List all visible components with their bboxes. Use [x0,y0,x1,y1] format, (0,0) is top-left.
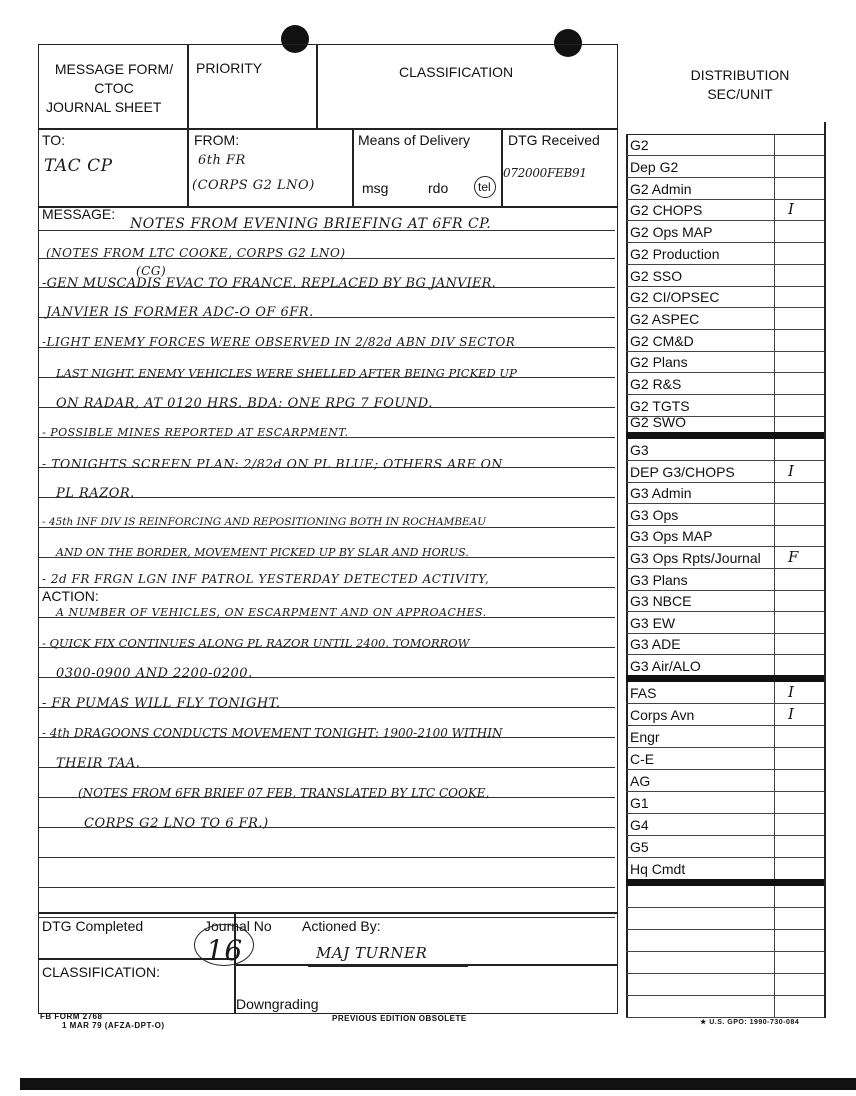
dist-unit-name: G2 SSO [630,268,683,284]
dist-mark: F [788,548,799,566]
message-line-15: - QUICK FIX CONTINUES ALONG PL RAZOR UNTIL 2400. TOMORROW [42,636,470,650]
dist-unit-name: G2 SWO [630,414,687,430]
dist-unit-name: G3 Air/ALO [630,658,701,674]
message-line-14: A NUMBER OF VEHICLES, ON ESCARPMENT AND ON APPROACHES. [56,606,487,619]
means-msg: msg [362,180,389,196]
dist-row [626,178,824,200]
means-rdo: rdo [428,180,449,196]
dist-unit-name: G2 Production [630,246,720,262]
dist-unit-name: G3 EW [630,615,676,631]
form-title-line1: MESSAGE FORM/ [54,61,174,77]
distribution-title-line2: SEC/UNIT [707,86,773,102]
downgrading-label: Downgrading [236,996,319,1012]
dist-unit-name: G3 Ops [630,507,679,523]
dist-row [626,704,824,726]
message-line-21: CORPS G2 LNO TO 6 FR.) [84,816,269,831]
dist-unit-name: G2 R&S [630,376,682,392]
dist-unit-name: G5 [630,839,649,855]
form-title-line3: JOURNAL SHEET [46,99,162,115]
dist-unit-name: G2 Admin [630,181,692,197]
message-line-18: - 4th DRAGOONS CONDUCTS MOVEMENT TONIGHT: 1900-2100 WITHIN [42,726,503,740]
dist-unit-name: AG [630,773,651,789]
dist-unit-name: G4 [630,817,649,833]
message-line-20: (NOTES FROM 6FR BRIEF 07 FEB, TRANSLATED BY LTC COOKE, [78,786,490,800]
message-line-9: - TONIGHTS SCREEN PLAN: 2/82d ON PL BLUE; OTHERS ARE ON [42,456,503,471]
dist-unit-name: G2 Ops MAP [630,224,713,240]
distribution-blank-rows [626,886,824,1018]
dist-unit-name: G3 Admin [630,485,692,501]
dist-row [626,569,824,591]
dist-row [626,330,824,352]
message-line-1: NOTES FROM EVENING BRIEFING AT 6FR CP. [130,216,492,232]
dtg-completed-label: DTG Completed [42,918,144,934]
dist-row [626,286,824,308]
dist-row [626,351,824,373]
priority-label: PRIORITY [196,60,263,76]
distribution-group-g3 [626,439,824,679]
actioned-by-value: MAJ TURNER [316,944,428,962]
dist-unit-name: G2 CHOPS [630,202,703,218]
dist-unit-name: G3 NBCE [630,593,692,609]
message-label: MESSAGE: [42,206,116,222]
message-line-4: JANVIER IS FORMER ADC-O OF 6FR. [46,305,314,320]
form-date: 1 MAR 79 (AFZA-DPT-O) [62,1021,165,1030]
message-line-17: - FR PUMAS WILL FLY TONIGHT. [42,696,281,711]
dist-unit-name: G1 [630,795,649,811]
dist-row [626,858,824,880]
message-line-11: - 45th INF DIV IS REINFORCING AND REPOSITIONING BOTH IN ROCHAMBEAU [42,516,487,528]
dist-row [626,547,824,569]
distribution-title-line1: DISTRIBUTION [690,67,790,83]
distribution-group-other [626,682,824,882]
distribution-title [680,66,800,104]
dist-row [626,373,824,395]
to-value: TAC CP [44,156,113,176]
dist-row [626,525,824,547]
distribution-separator [626,879,824,886]
dist-row [626,413,824,433]
journal-no-value: 16 [206,934,243,967]
dist-mark: I [788,683,794,701]
dist-unit-name: DEP G3/CHOPS [630,464,735,480]
edition-note: PREVIOUS EDITION OBSOLETE [332,1014,467,1023]
form-id: FB FORM 2768 [40,1012,103,1021]
dist-unit-name: G2 Plans [630,354,688,370]
dist-row [626,156,824,178]
dist-row [626,633,824,655]
from-label: FROM: [194,132,240,148]
distribution-separator [626,675,824,682]
dist-unit-name: G2 CM&D [630,333,694,349]
dist-row [626,482,824,504]
dist-unit-name: G3 ADE [630,636,681,652]
dist-row [626,726,824,748]
message-line-8: - POSSIBLE MINES REPORTED AT ESCARPMENT. [42,426,349,439]
dtg-received-value: 072000FEB91 [503,166,587,180]
dist-unit-name: G3 Ops Rpts/Journal [630,550,761,566]
message-line-19: THEIR TAA. [56,756,141,771]
message-line-7: ON RADAR, AT 0120 HRS. BDA: ONE RPG 7 FOUND. [56,396,433,411]
classification-label: CLASSIFICATION [399,64,514,80]
dist-row [626,748,824,770]
message-line-12: AND ON THE BORDER, MOVEMENT PICKED UP BY SLAR AND HORUS. [56,546,469,559]
dist-unit-name: Dep G2 [630,159,679,175]
actioned-by-label: Actioned By: [302,918,381,934]
from-value-line1: 6th FR [198,153,246,168]
dist-row [626,221,824,243]
dist-unit-name: G3 [630,442,649,458]
dist-unit-name: G2 ASPEC [630,311,700,327]
dist-row [626,243,824,265]
dist-row [626,134,824,156]
dist-mark: I [788,462,794,480]
dist-row [626,655,824,677]
dist-unit-name: Hq Cmdt [630,861,686,877]
dist-row [626,439,824,461]
message-line-5: -LIGHT ENEMY FORCES WERE OBSERVED IN 2/82d ABN DIV SECTOR [42,335,516,349]
message-line-10: PL RAZOR. [56,486,135,501]
form-title-line2: CTOC [94,80,134,96]
dist-unit-name: Corps Avn [630,707,695,723]
action-label: ACTION: [42,588,99,604]
message-line-3: -GEN MUSCADIS EVAC TO FRANCE. REPLACED BY BG JANVIER. [42,276,496,291]
dist-unit-name: Engr [630,729,660,745]
dist-unit-name: FAS [630,685,657,701]
dist-row [626,590,824,612]
journal-no-label: Journal No [204,918,272,934]
dist-row [626,504,824,526]
dist-unit-name: G3 Ops MAP [630,528,713,544]
form-title [46,60,182,117]
annotation-cg: (CG) [136,264,167,278]
dist-unit-name: G2 CI/OPSEC [630,289,720,305]
distribution-panel [626,134,826,1018]
dist-unit-name: G2 [630,137,649,153]
to-label: TO: [42,132,66,148]
dist-unit-name: G3 Plans [630,572,688,588]
dist-row [626,461,824,483]
from-value-line2: (CORPS G2 LNO) [192,178,315,193]
message-line-2: (NOTES FROM LTC COOKE, CORPS G2 LNO) [46,246,346,260]
scan-edge [20,1078,856,1090]
distribution-separator [626,432,824,439]
message-line-6: LAST NIGHT. ENEMY VEHICLES WERE SHELLED AFTER BEING PICKED UP [56,366,517,380]
dist-row [626,612,824,634]
dist-row [626,199,824,221]
classification-bottom-label: CLASSIFICATION: [42,964,160,980]
message-line-16: 0300-0900 AND 2200-0200. [56,666,253,681]
dist-unit-name: G2 TGTS [630,398,690,414]
dist-row [626,682,824,704]
dist-unit-name: C-E [630,751,655,767]
dist-row [626,308,824,330]
means-of-delivery-label: Means of Delivery [358,132,471,148]
means-tel: tel [478,180,491,194]
dist-mark: I [788,705,794,723]
dist-mark: I [788,200,794,218]
dtg-received-label: DTG Received [508,132,600,148]
gpo-note: ★ U.S. GPO: 1990-730-084 [700,1019,800,1026]
message-line-13: - 2d FR FRGN LGN INF PATROL YESTERDAY DETECTED ACTIVITY, [42,572,490,586]
dist-row [626,814,824,836]
dist-row [626,265,824,287]
dist-row [626,836,824,858]
dist-row [626,770,824,792]
distribution-group-g2 [626,134,824,434]
message-form [38,44,618,1016]
dist-row [626,792,824,814]
journal-no-circle [194,924,254,966]
